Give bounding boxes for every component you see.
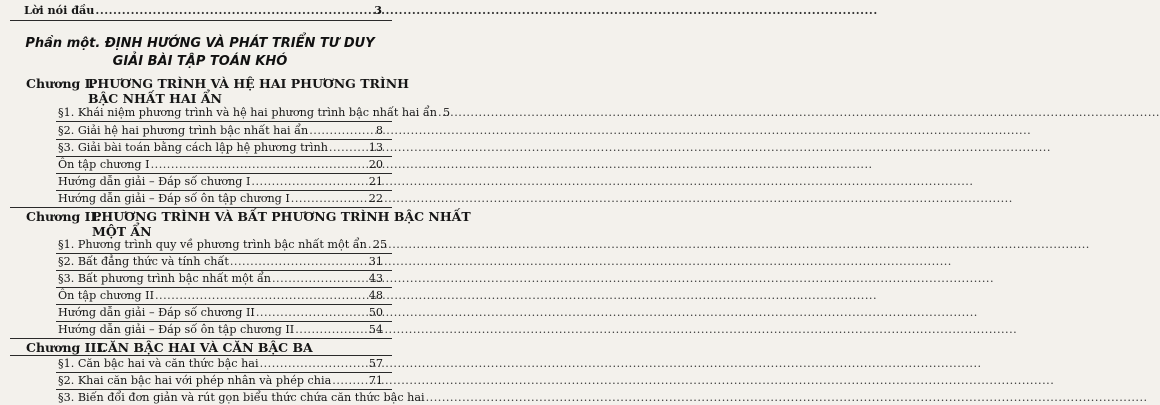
rule: [56, 287, 392, 288]
toc-entry[interactable]: §2. Khai căn bậc hai với phép nhân và phép chia ..... 71: [58, 374, 383, 388]
entry-title: Lời nói đầu: [24, 3, 95, 17]
rule: [56, 173, 392, 174]
toc-page: [0, 0, 471, 404]
toc-entry[interactable]: Hướng dẫn giải – Đáp số ôn tập chương I ..... 22: [58, 192, 383, 206]
leader-dots: [426, 391, 430, 405]
toc-entry[interactable]: Hướng dẫn giải – Đáp số ôn tập chương II ..... 54: [58, 323, 383, 337]
leader-dots: [230, 255, 368, 269]
rule: [10, 355, 392, 356]
rule: [56, 156, 392, 157]
rule: [56, 372, 392, 373]
rule: [56, 304, 392, 305]
toc-entry[interactable]: §1. Phương trình quy về phương trình bậc nhất một ẩn ..... 25: [58, 238, 383, 252]
leader-dots: [251, 175, 367, 189]
rule: [56, 389, 392, 390]
rule: [56, 190, 392, 191]
toc-entry[interactable]: §3. Giải bài toán bằng cách lập hệ phương trình ..... 13: [58, 141, 383, 155]
leader-dots: [368, 238, 372, 252]
part-title: Phần một. ĐỊNH HƯỚNG VÀ PHÁT TRIỂN TƯ DUY: [25, 36, 375, 51]
toc-entry[interactable]: §2. Bất đẳng thức và tính chất ..... 31: [58, 255, 383, 269]
toc-entry[interactable]: §1. Khái niệm phương trình và hệ hai phương trình bậc nhất hai ẩn ..... 5: [58, 106, 383, 120]
entry-page: 3: [374, 3, 382, 17]
toc-entry[interactable]: Ôn tập chương II ..... 48: [58, 289, 383, 303]
rule: [10, 338, 392, 339]
chapter-title-cont: MỘT ẨN: [92, 224, 152, 239]
rule: [56, 321, 392, 322]
chapter-title: PHƯƠNG TRÌNH VÀ HỆ HAI PHƯƠNG TRÌNH: [88, 76, 409, 91]
toc-entry[interactable]: Hướng dẫn giải – Đáp số chương I ..... 21: [58, 175, 383, 189]
leader-dots: [309, 124, 375, 138]
leader-dots: [332, 374, 367, 388]
leader-dots: [95, 3, 373, 17]
leader-dots: [151, 158, 368, 172]
leader-dots: [295, 323, 368, 337]
rule: [56, 139, 392, 140]
toc-entry[interactable]: Hướng dẫn giải – Đáp số chương II ..... 50: [58, 306, 383, 320]
leader-dots: [291, 192, 368, 206]
chapter-label: Chương II.: [26, 209, 101, 224]
leader-dots: [438, 106, 442, 120]
leader-dots: [155, 289, 368, 303]
leader-dots: [256, 306, 368, 320]
chapter-title: PHƯƠNG TRÌNH VÀ BẤT PHƯƠNG TRÌNH BẬC NHẤT: [92, 209, 471, 224]
chapter-label: Chương III.: [26, 340, 107, 355]
rule: [56, 253, 392, 254]
toc-entry-preface[interactable]: [24, 3, 382, 17]
rule: [10, 207, 392, 208]
chapter-label: Chương I.: [26, 76, 95, 91]
chapter-title-cont: BẬC NHẤT HAI ẨN: [88, 91, 222, 106]
toc-entry[interactable]: Ôn tập chương I ..... 20: [58, 158, 383, 172]
toc-entry[interactable]: §3. Biến đổi đơn giản và rút gọn biểu thức chứa căn thức bậc hai .....: [58, 391, 395, 405]
toc-entry[interactable]: §3. Bất phương trình bậc nhất một ẩn ..... 43: [58, 272, 383, 286]
rule: [10, 20, 392, 21]
part-subtitle: GIẢI BÀI TẬP TOÁN KHÓ: [112, 54, 288, 69]
toc-entry[interactable]: §1. Căn bậc hai và căn thức bậc hai ..... 57: [58, 357, 383, 371]
toc-entry[interactable]: §2. Giải hệ hai phương trình bậc nhất hai ẩn ..... 8: [58, 124, 383, 138]
leader-dots: [272, 272, 368, 286]
leader-dots: [329, 141, 368, 155]
leader-dots: [260, 357, 368, 371]
rule: [56, 270, 392, 271]
rule: [56, 121, 392, 122]
chapter-title: CĂN BẬC HAI VÀ CĂN BẬC BA: [98, 340, 313, 355]
